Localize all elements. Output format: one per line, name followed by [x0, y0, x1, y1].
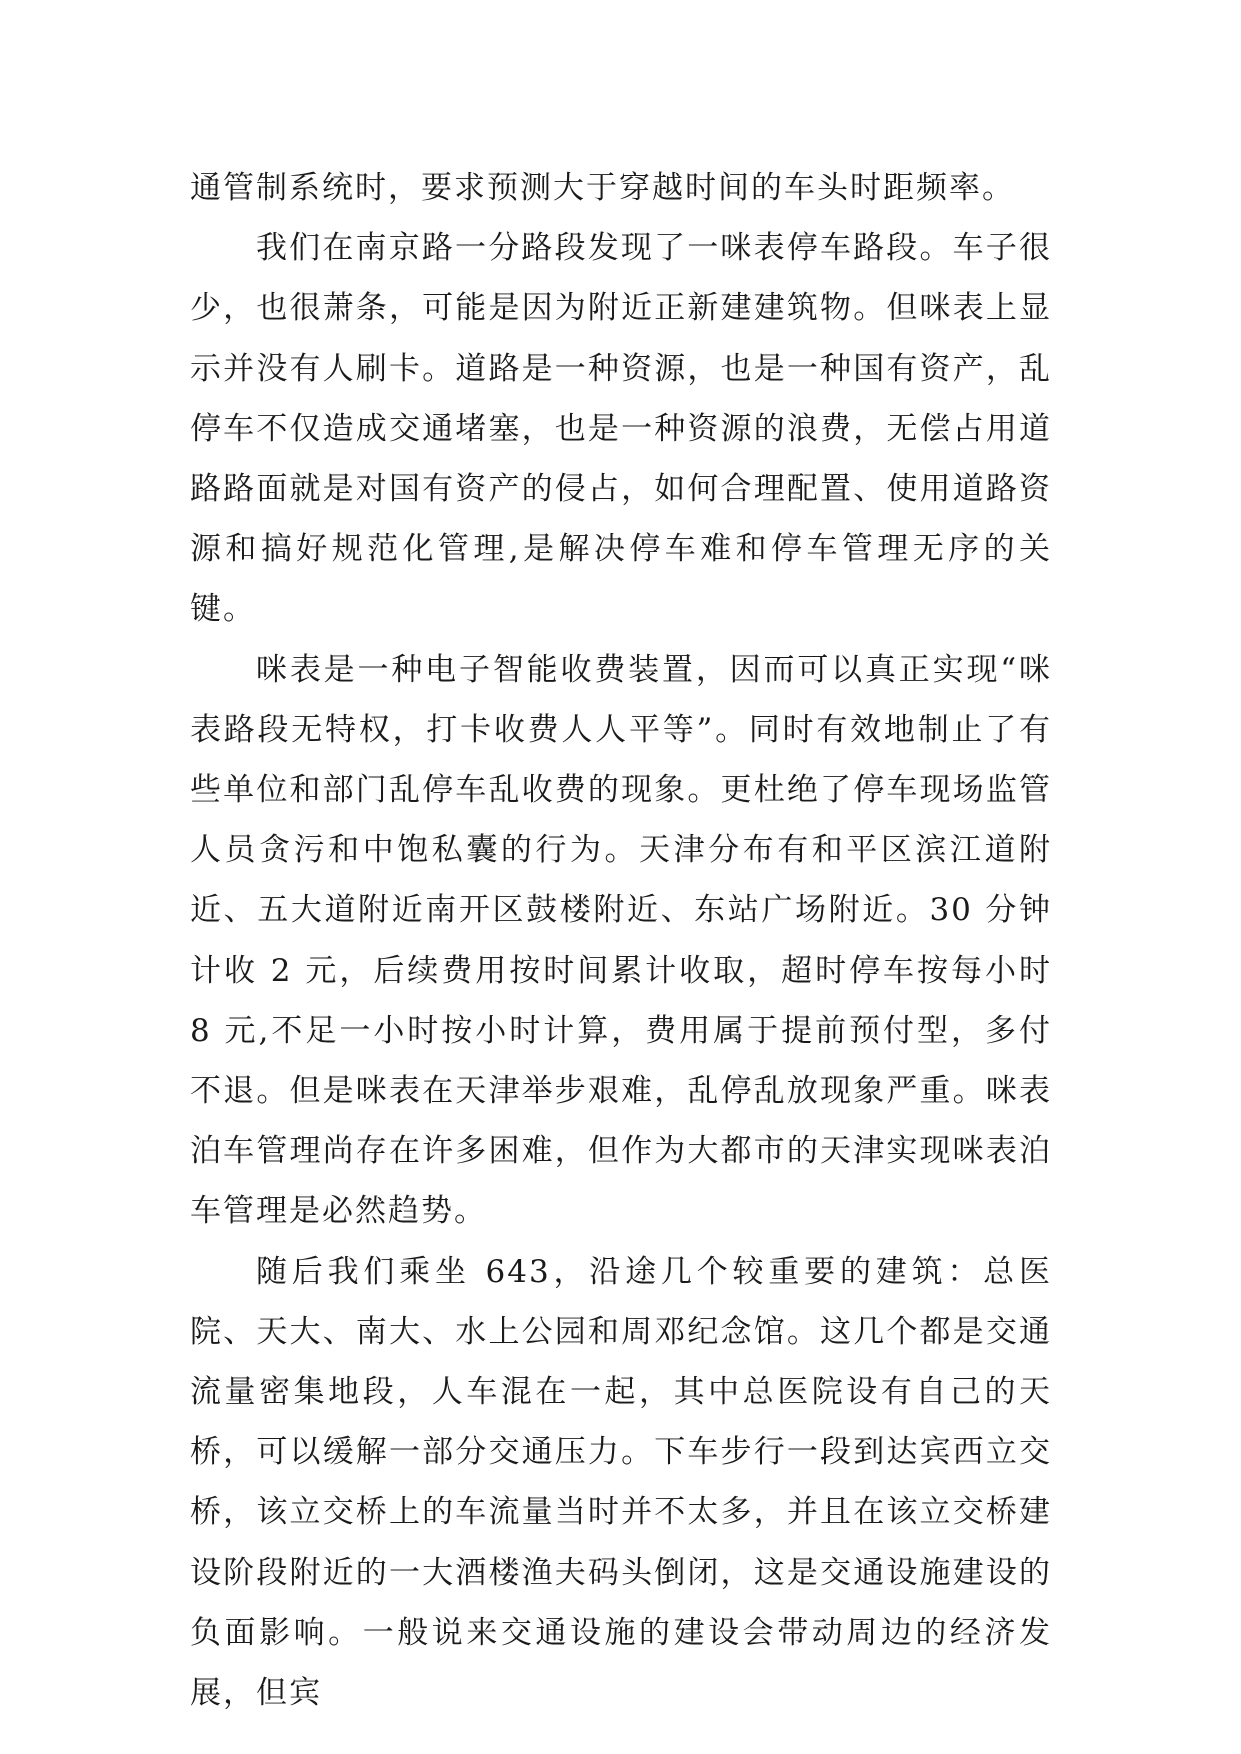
paragraph-bus-route-643: 随后我们乘坐 643，沿途几个较重要的建筑：总医院、天大、南大、水上公园和周邓纪念馆。这几个都是交通流量密集地段，人车混在一起，其中总医院设有自己的天桥，可以缓解一部分交通压力。下车步行一段到达宾西立交桥，该立交桥上的车流量当时并不太多，并且在该立交桥建设阶段附近的一大酒楼渔夫码头倒闭，这是交通设施建设的负面影响。一般说来交通设施的建设会带动周边的经济发展，但宾 [190, 1253, 1052, 1712]
paragraph-parking-meter-device: 咪表是一种电子智能收费装置，因而可以真正实现“咪表路段无特权，打卡收费人人平等”。同时有效地制止了有些单位和部门乱停车乱收费的现象。更杜绝了停车现场监管人员贪污和中饱私囊的行为。天津分布有和平区滨江道附近、五大道附近南开区鼓楼附近、东站广场附近。30 分钟计收 2 元，后续费用按时间累计收取，超时停车按每小时 8 元,不足一小时按小时计算，费用属于提前预付型，多付不退。但是咪表在天津举步艰难，乱停乱放现象严重。咪表泊车管理尚存在许多困难，但作为大都市的天津实现咪表泊车管理是必然趋势。 [190, 651, 1052, 1230]
paragraph-parking-meter-section: 我们在南京路一分路段发现了一咪表停车路段。车子很少，也很萧条，可能是因为附近正新建建筑物。但咪表上显示并没有人刷卡。道路是一种资源，也是一种国有资产，乱停车不仅造成交通堵塞，也是一种资源的浪费，无偿占用道路路面就是对国有资产的侵占，如何合理配置、使用道路资源和搞好规范化管理,是解决停车难和停车管理无序的关键。 [190, 230, 1052, 628]
paragraph-continuation: 通管制系统时，要求预测大于穿越时间的车头时距频率。 [190, 170, 1015, 206]
body-text [190, 158, 1052, 1723]
